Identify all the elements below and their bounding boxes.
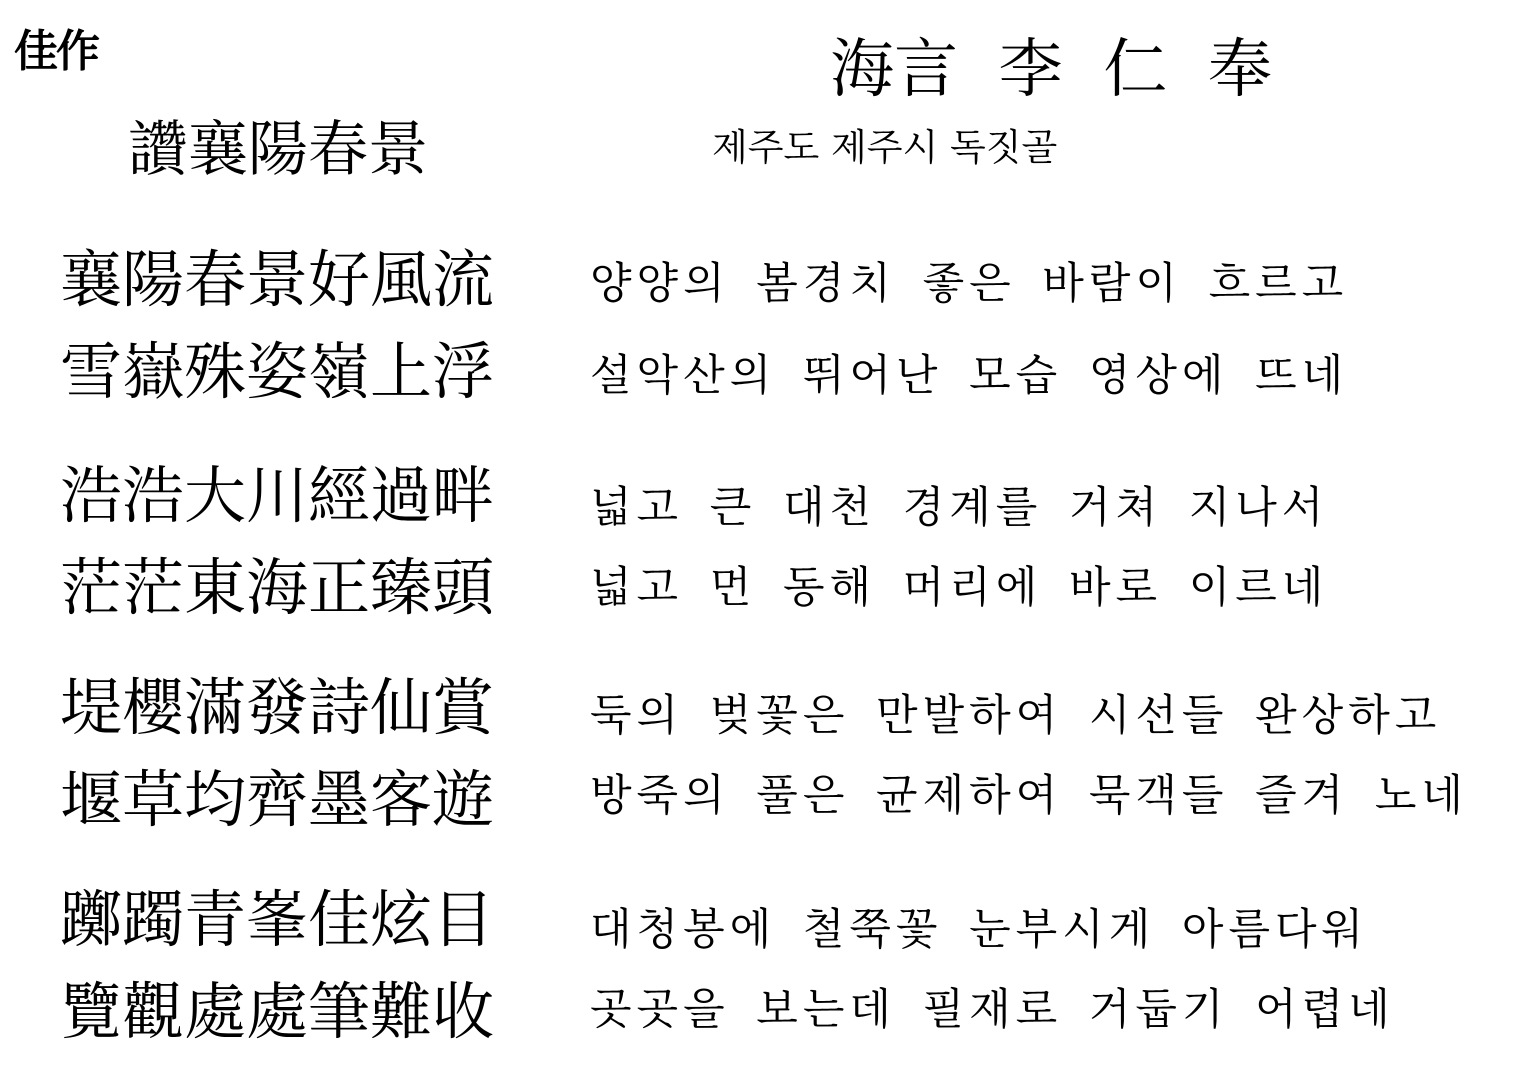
hanja-verse: 襄陽春景好風流 [60, 243, 495, 316]
poem-line [0, 240, 1526, 340]
hangul-translation: 둑의 벚꽃은 만발하여 시선들 완상하고 [590, 691, 1442, 741]
poem-line [0, 332, 1526, 432]
poem-line [0, 972, 1526, 1072]
hangul-translation: 양양의 봄경치 좋은 바람이 흐르고 [590, 259, 1349, 309]
hangul-translation: 대청봉에 철쭉꽃 눈부시게 아름다워 [590, 905, 1369, 955]
poem-line [0, 760, 1526, 860]
poem-title: 讚襄陽春景 [128, 115, 428, 185]
poem-line [0, 668, 1526, 768]
hanja-verse: 浩浩大川經過畔 [60, 459, 495, 532]
hangul-translation: 넓고 큰 대천 경계를 거쳐 지나서 [590, 483, 1329, 533]
hangul-translation: 곳곳을 보는데 필재로 거둡기 어렵네 [590, 985, 1395, 1035]
hanja-verse: 堰草均齊墨客遊 [60, 763, 495, 836]
author-address: 제주도 제주시 독짓골 [712, 126, 1058, 169]
author-name: 海言 李 仁 奉 [830, 33, 1273, 107]
poem-line [0, 456, 1526, 556]
award-badge: 佳作 [14, 26, 98, 77]
hanja-verse: 堤櫻滿發詩仙賞 [60, 671, 495, 744]
hanja-verse: 躑躅青峯佳炫目 [60, 883, 495, 956]
hangul-translation: 넓고 먼 동해 머리에 바로 이르네 [590, 563, 1329, 613]
hanja-verse: 雪嶽殊姿嶺上浮 [60, 335, 495, 408]
hanja-verse: 覽觀處處筆難收 [60, 975, 495, 1048]
hangul-translation: 설악산의 뛰어난 모습 영상에 뜨네 [590, 351, 1349, 401]
hangul-translation: 방죽의 풀은 균제하여 묵객들 즐겨 노네 [590, 771, 1468, 821]
poem-line [0, 548, 1526, 648]
poem-line [0, 880, 1526, 980]
hanja-verse: 茫茫東海正臻頭 [60, 551, 495, 624]
